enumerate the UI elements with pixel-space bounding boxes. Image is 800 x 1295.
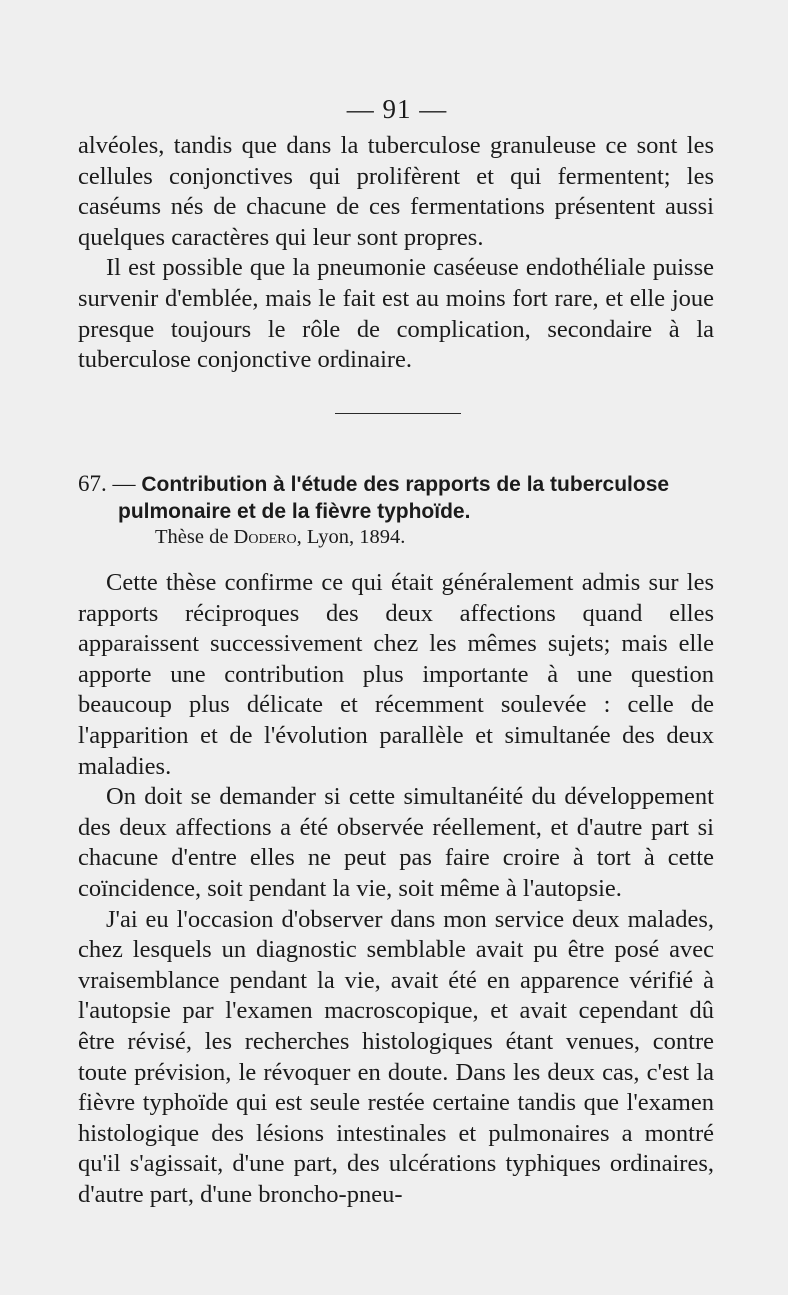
thesis-citation <box>155 526 405 549</box>
paragraph-2: Il est possible que la pneumonie caséeuse endothéliale puisse survenir d'emblée, mais le fait est au moins fort rare, et elle joue presque toujours le rôle de complication, secondaire à la tuberculose conjonctive ordinaire. <box>78 254 714 374</box>
thesis-suffix: , Lyon, 1894. <box>296 526 406 548</box>
thesis-author: Dodero <box>233 526 297 548</box>
text-block-bottom <box>78 568 714 1210</box>
section-divider <box>335 413 461 414</box>
paragraph-4: On doit se demander si cette simultanéité du développement des deux affections a été observée réellement, et d'autre part si chacune d'entre elles ne peut pas faire croire à tort à cette coïncidence, soit pendant la vie, soit même à l'autopsie. <box>78 783 714 902</box>
entry-title-line-1: Contribution à l'étude des rapports de la tuberculose <box>141 473 670 496</box>
paragraph-5: J'ai eu l'occasion d'observer dans mon service deux malades, chez lesquels un diagnostic semblable avait pu être posé avec vraisemblance pendant la vie, avait été en apparence vérifié à l'autopsie par l'examen macroscopique, et avait cependant dû être révisé, les recherches histologiques étant venues, contre toute prévision, le révoquer en doute. Dans les deux cas, c'est la fièvre typhoïde qui est seule restée certaine tandis que l'examen histologique des lésions intestinales et pulmonaires a montré qu'il s'agissait, d'une part, des ulcérations typhiques ordinaires, d'autre part, d'une broncho-pneu- <box>78 905 714 1208</box>
text-block-top <box>78 131 714 376</box>
paragraph-1: alvéoles, tandis que dans la tuberculose granuleuse ce sont les cellules conjonctives qui prolifèrent et qui fermentent; les caséums nés de chacune de ces fermentations présentent aussi quelques caractères qui leur sont propres. <box>78 132 714 251</box>
entry-title <box>78 470 728 525</box>
thesis-prefix: Thèse de <box>155 526 229 548</box>
paragraph-3: Cette thèse confirme ce qui était généralement admis sur les rapports réciproques des deux affections quand elles apparaissent successivement chez les mêmes sujets; mais elle apporte une contribution plus importante à une question beaucoup plus délicate et récemment soulevée : celle de l'apparition et de l'évolution parallèle et simultanée des deux maladies. <box>78 569 714 780</box>
entry-number: 67. — <box>78 471 136 496</box>
entry-title-line-2: pulmonaire et de la fièvre typhoïde. <box>118 500 471 523</box>
page-number: — 91 — <box>346 94 448 124</box>
